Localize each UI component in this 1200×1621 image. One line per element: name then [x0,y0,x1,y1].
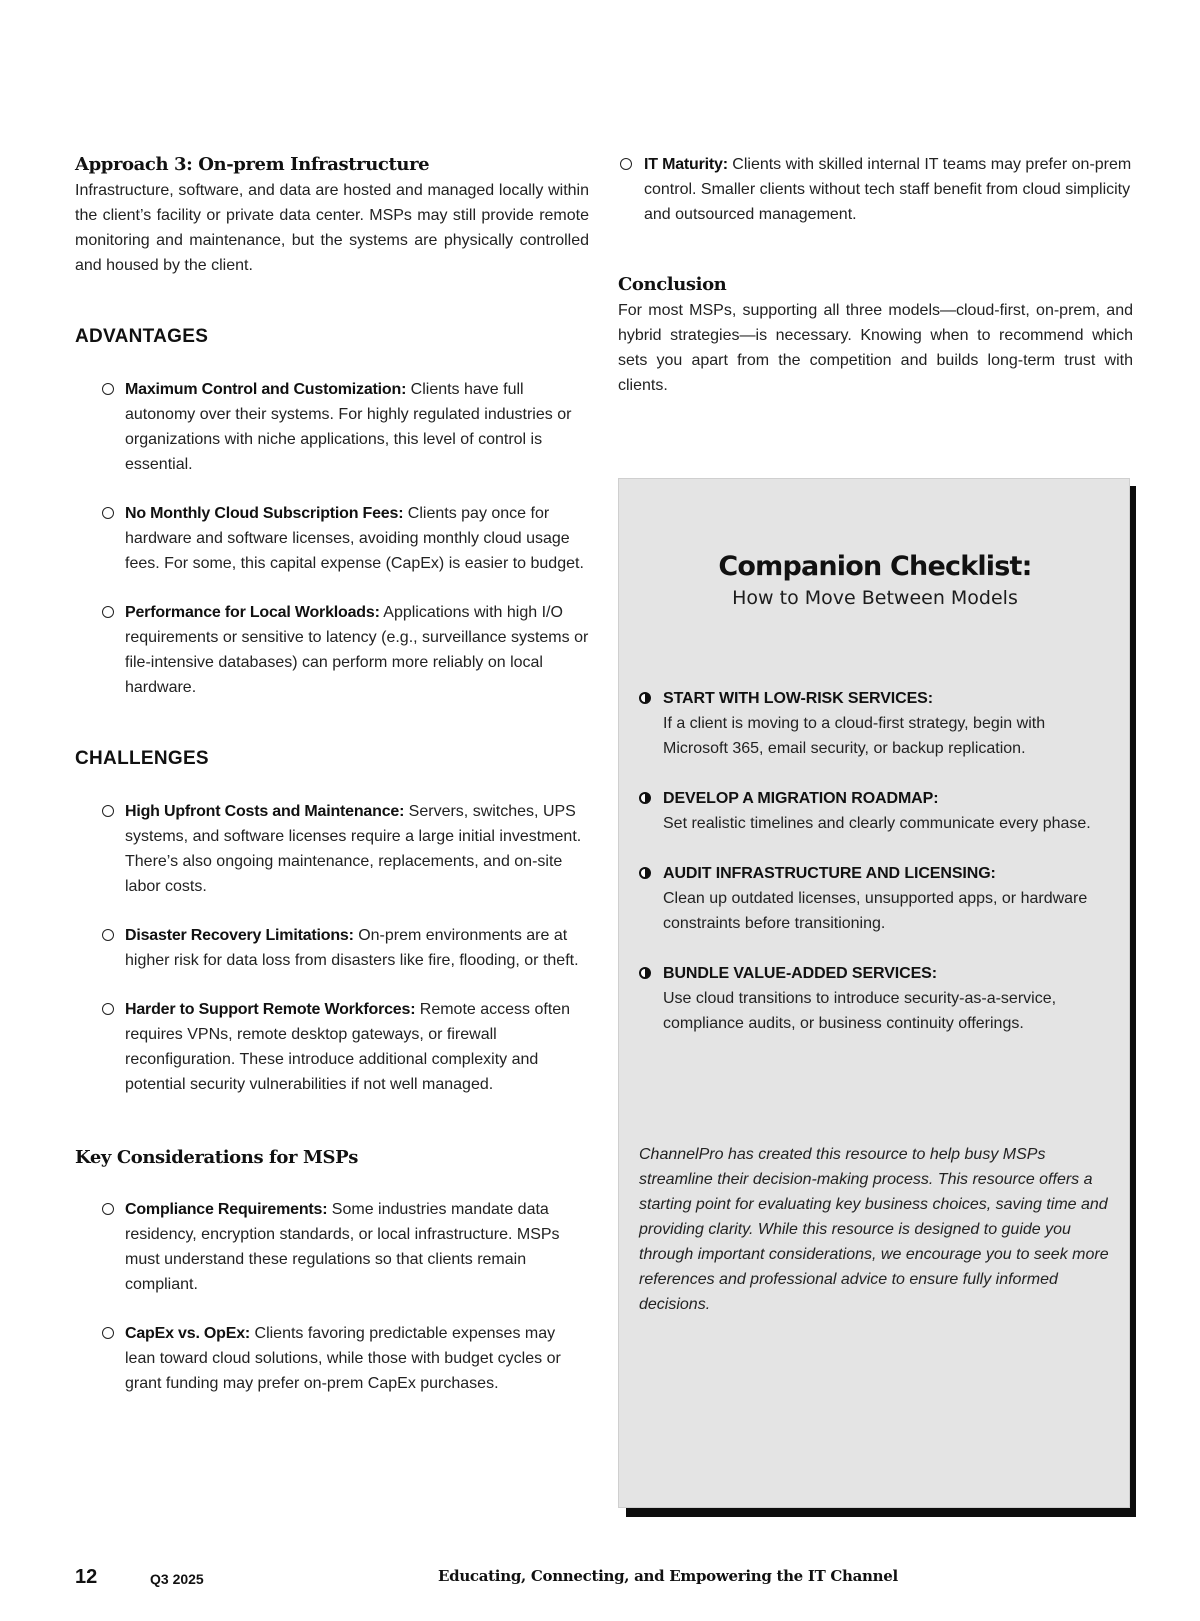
challenges-heading: CHALLENGES [75,748,209,769]
list-item [75,377,589,477]
checklist-item-head: AUDIT INFRASTRUCTURE AND LICENSING: [663,865,996,882]
item-term: IT Maturity: [644,156,728,173]
checklist-subtitle: How to Move Between Models [732,587,1018,609]
checklist-item-head: DEVELOP A MIGRATION ROADMAP: [663,790,939,807]
circle-bullet-icon [102,1327,114,1339]
approach-body: Infrastructure, software, and data are hosted and managed locally within the client’s facility or private data center. MSPs may still provide remote monitoring and maintenance, but the systems are physically controlled and housed by the client. [75,182,589,274]
left-column [75,152,589,1396]
half-circle-bullet-icon [639,692,651,704]
page-footer [0,1566,1200,1594]
item-term: Compliance Requirements: [125,1201,328,1218]
checklist-item [639,861,1109,936]
list-item [75,799,589,899]
page-number: 12 [75,1566,98,1588]
item-term: Harder to Support Remote Workforces: [125,1001,416,1018]
conclusion-body: For most MSPs, supporting all three models—cloud-first, on-prem, and hybrid strategies—is necessary. Knowing when to recommend which sets you apart from the competition and builds long-term trust with clients. [618,302,1133,394]
circle-bullet-icon [102,929,114,941]
half-circle-bullet-icon [639,967,651,979]
list-item [75,1321,589,1396]
circle-bullet-icon [102,805,114,817]
companion-checklist [618,478,1130,1508]
disclaimer-note: ChannelPro has created this resource to help busy MSPs streamline their decision-making process. This resource offers a starting point for evaluating key business choices, saving time and providing clarity. While this resource is designed to guide you through important considerations, we encourage you to seek more references and professional advice to ensure fully informed decisions. [639,1146,1109,1313]
circle-bullet-icon [102,507,114,519]
list-item [75,923,589,973]
checklist-items [639,686,1109,1061]
item-term: High Upfront Costs and Maintenance: [125,803,405,820]
right-column [618,152,1133,398]
item-text: Clients favoring predictable expenses may lean toward cloud solutions, while those with budget cycles or grant funding may prefer on-prem CapEx purchases. [125,1325,561,1392]
circle-bullet-icon [102,1203,114,1215]
item-text: On-prem environments are at higher risk for data loss from disasters like fire, flooding, or theft. [125,927,579,969]
list-item [75,1197,589,1297]
list-item [75,997,589,1097]
checklist-item-text: Clean up outdated licenses, unsupported apps, or hardware constraints before transitioning. [663,890,1088,932]
item-text: Clients pay once for hardware and software licenses, avoiding monthly cloud usage fees. For some, this capital expense (CapEx) is easier to budget. [125,505,584,572]
checklist-item [639,786,1109,836]
list-item [75,600,589,700]
checklist-item [639,686,1109,761]
item-term: Performance for Local Workloads: [125,604,380,621]
item-text: Clients with skilled internal IT teams may prefer on-prem control. Smaller clients without tech staff benefit from cloud simplicity and outsourced management. [644,156,1132,223]
considerations-list [75,1197,589,1396]
circle-bullet-icon [102,606,114,618]
item-text: Applications with high I/O requirements or sensitive to latency (e.g., surveillance systems or file-intensive databases) can perform more reliably on local hardware. [125,604,589,696]
checklist-item-head: BUNDLE VALUE-ADDED SERVICES: [663,965,937,982]
circle-bullet-icon [102,1003,114,1015]
checklist-item-text: Use cloud transitions to introduce security-as-a-service, compliance audits, or business continuity offerings. [663,990,1057,1032]
checklist-item-text: Set realistic timelines and clearly communicate every phase. [663,815,1091,832]
checklist-item-text: If a client is moving to a cloud-first strategy, begin with Microsoft 365, email security, or backup replication. [663,715,1046,757]
item-text: Remote access often requires VPNs, remote desktop gateways, or firewall reconfiguration. These introduce additional complexity and potential security vulnerabilities if not well managed. [125,1001,571,1093]
advantages-heading: ADVANTAGES [75,326,209,347]
item-text: Clients have full autonomy over their systems. For highly regulated industries or organizations with niche applications, this level of control is essential. [125,381,572,473]
checklist-item-head: START WITH LOW-RISK SERVICES: [663,690,933,707]
circle-bullet-icon [620,158,632,170]
list-item [75,501,589,576]
item-term: Disaster Recovery Limitations: [125,927,354,944]
half-circle-bullet-icon [639,867,651,879]
conclusion-title: Conclusion [618,274,727,295]
considerations-list-continued [618,152,1133,227]
considerations-title: Key Considerations for MSPs [75,1147,358,1168]
advantages-list [75,377,589,700]
approach-title: Approach 3: On-prem Infrastructure [75,154,430,175]
challenges-list [75,799,589,1097]
item-text: Some industries mandate data residency, encryption standards, or local infrastructure. MSPs must understand these regulations so that clients remain compliant. [125,1201,560,1293]
list-item [618,152,1133,227]
checklist-title: Companion Checklist: [718,551,1032,582]
footer-tagline: Educating, Connecting, and Empowering the IT Channel [438,1567,898,1585]
item-text: Servers, switches, UPS systems, and software licenses require a large initial investment. There’s also ongoing maintenance, replacements, and on-site labor costs. [125,803,582,895]
half-circle-bullet-icon [639,792,651,804]
issue-label: Q3 2025 [150,1571,204,1587]
item-term: CapEx vs. OpEx: [125,1325,251,1342]
item-term: Maximum Control and Customization: [125,381,407,398]
item-term: No Monthly Cloud Subscription Fees: [125,505,404,522]
checklist-item [639,961,1109,1036]
circle-bullet-icon [102,383,114,395]
